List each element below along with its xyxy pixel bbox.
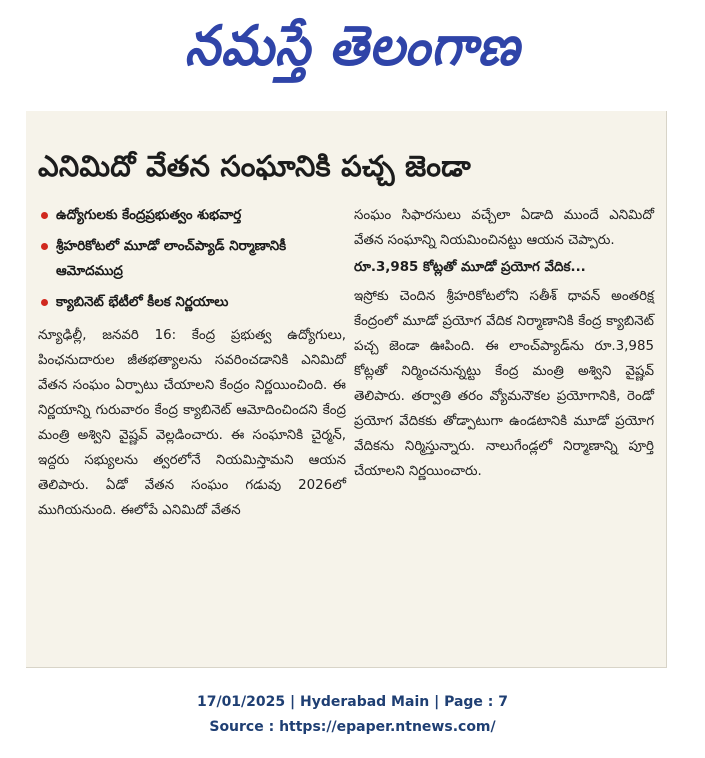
article-subhead: రూ.3,985 కోట్లతో మూడో ప్రయోగ వేదిక... [354,260,586,275]
newspaper-masthead [0,6,705,86]
highlight-bullets [38,203,346,315]
news-clipping [26,111,667,668]
bullet-dot-icon [41,212,48,219]
masthead-logo-text: నమస్తే తెలంగాణ [184,13,521,78]
article-headline: ఎనిమిదో వేతన సంఘానికి పచ్చ జెండా [38,149,471,183]
bullet-text: క్యాబినెట్ భేటీలో కీలక నిర్ణయాలు [56,295,229,310]
article-body-left: న్యూఢిల్లీ, జనవరి 16: కేంద్ర ప్రభుత్వ ఉద్యోగులు, పింఛనుదారుల జీతభత్యాలను సవరించడానికి ఎనిమిదో వేతన సంఘం ఏర్పాటు చేయాలని కేంద్రం నిర్ణయించింది. ఈ నిర్ణయాన్ని గురువారం కేంద్ర క్యాబినెట్ ఆమోదించిందని కేంద్ర మంత్రి అశ్విని వైష్ణవ్ వెల్లడించారు. ఈ సంఘానికి చైర్మన్, ఇద్దరు సభ్యులను త్వరలోనే నియమిస్తామని ఆయన తెలిపారు. ఏడో వేతన సంఘం గడువు 2026లో ముగియనుంది. ఈలోపే ఎనిమిదో వేతన [38,328,346,518]
article-body-right-1: సంఘం సిఫారసులు వచ్చేలా ఏడాది ముందే ఎనిమిదో వేతన సంఘాన్ని నియమించినట్టు ఆయన చెప్పారు. [354,208,654,248]
article-body-right-2: ఇస్రోకు చెందిన శ్రీహరికోటలోని సతీశ్ ధావన్ అంతరిక్ష కేంద్రంలో మూడో ప్రయోగ వేదిక నిర్మాణానికి కేంద్ర క్యాబినెట్ పచ్చ జెండా ఊపింది. ఈ లాంచ్‌ప్యాడ్‌ను రూ.3,985 కోట్లతో నిర్మించనున్నట్టు కేంద్ర మంత్రి అశ్విని వైష్ణవ్ తెలిపారు. తర్వాతి తరం వ్యోమనౌకల ప్రయోగానికి, రెండో ప్రయోగ వేదికకు తోడ్పాటుగా ఉండటానికి మూడో ప్రయోగ వేదికను నిర్మిస్తున్నారు. నాలుగేండ్లలో నిర్మాణాన్ని పూర్తి చేయాలని నిర్ణయించారు. [354,289,654,479]
source-link[interactable]: Source : https://epaper.ntnews.com/ [209,719,496,735]
bullet-item [38,290,346,315]
bullet-item [38,234,346,284]
right-column [354,203,654,484]
bullet-text: శ్రీహరికోటలో మూడో లాంచ్‌ప్యాడ్ నిర్మాణానికీ ఆమోదముద్ర [56,239,287,279]
bullet-text: ఉద్యోగులకు కేంద్రప్రభుత్వం శుభవార్త [56,208,242,223]
bullet-dot-icon [41,299,48,306]
left-column [38,203,346,523]
bullet-item [38,203,346,228]
publication-info: 17/01/2025 | Hyderabad Main | Page : 7 [196,694,509,710]
bullet-dot-icon [41,243,48,250]
